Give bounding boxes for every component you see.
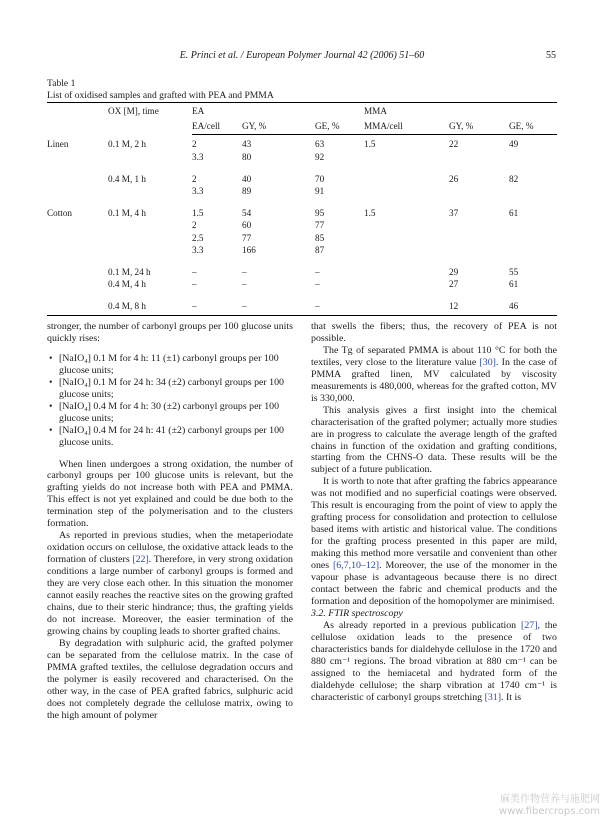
table-cell-ea-cell: 2 [192, 220, 197, 231]
table-cell-ea-gy: 54 [242, 208, 252, 219]
table-cell-ea-ge: 85 [315, 232, 325, 243]
table-cell-ea-gy: – [242, 279, 247, 290]
table-cell-ea-gy: 166 [242, 244, 256, 255]
table-row [47, 232, 557, 244]
table-cell-mma-cell [364, 244, 449, 256]
table-cell-ea-gy: 60 [242, 220, 252, 231]
paragraph: As already reported in a previous publication [27], the cellulose oxidation leads to the presence of two characteristics bands for dialdehyde cellulose in the 1720 and 880 cm⁻¹ regions. The broad vibration at 880 cm⁻¹ can be assigned to the hemiacetal and hydrated form of the dialdehyde cellulose; the sharp vibration at 1740 cm⁻¹ is characteristic of carbonyl groups stretching [31]. It is [311, 619, 557, 703]
table-cell-mma-cell: 1.5 [364, 139, 376, 150]
table-cell-mma-cell [364, 185, 449, 197]
table-cell-ea-cell: 2 [192, 173, 197, 184]
table-cell-mma-ge: 49 [509, 139, 519, 150]
table-cell-ea-ge: 91 [315, 186, 325, 197]
paragraph: When linen undergoes a strong oxidation, the number of carbonyl groups per 100 glucose units is relevant, but the grafting yields do not increase both with PEA and PMMA. This effect is not yet explained and could be due both to the termination step of the polymerisation and to the clusters formation. [47, 458, 293, 530]
paragraph: that swells the fibers; thus, the recovery of PEA is not possible. [311, 321, 557, 344]
table-cell-ox [108, 244, 192, 256]
table-cell-ea-ge: 92 [315, 151, 325, 162]
oxidised-samples-table [47, 102, 557, 316]
table-row [47, 219, 557, 231]
table-cell-mma-cell [364, 151, 449, 163]
paragraph: The Tg of separated PMMA is about 110 °C for both the textiles, very close to the literature value [30]. In the case of PMMA grafted linen, MV calculated by viscosity measurements is 480,000, whereas for the grafted cotton, MV is 330,000. [311, 344, 557, 404]
watermark-line: 麻类作物营养与施肥网 [500, 794, 600, 805]
table-cell-ea-gy: 40 [242, 173, 252, 184]
bullet-item: • [NaIO₄] 0.1 M for 24 h: 34 (±2) carbonyl groups per 100 glucose units; [47, 377, 293, 401]
table-cell-ea-cell: 2.5 [192, 232, 204, 243]
bullet-item: • [NaIO₄] 0.4 M for 4 h: 30 (±2) carbonyl groups per 100 glucose units; [47, 401, 293, 425]
sub-header-mma-gy: GY, % [449, 117, 509, 135]
table-cell-mma-ge: 46 [509, 300, 557, 315]
table-cell-ox [108, 219, 192, 231]
table-row [47, 135, 557, 151]
table-cell-ox: 0.1 M, 4 h [108, 208, 147, 219]
table-cell-mma-ge [509, 185, 557, 197]
page-number: 55 [546, 50, 556, 61]
table-cell-ea-ge: – [315, 279, 320, 290]
table-cell-ox [108, 151, 192, 163]
table-cell-mma-gy [449, 244, 509, 256]
table-cell-material [47, 232, 108, 244]
table-row [47, 300, 557, 315]
table-cell-mma-gy: 22 [449, 139, 459, 150]
bullet-item: • [NaIO₄] 0.4 M for 24 h: 41 (±2) carbonyl groups per 100 glucose units. [47, 425, 293, 449]
table-cell-ea-gy: 77 [242, 232, 252, 243]
sub-header-ea-gy: GY, % [242, 117, 315, 135]
table-row [47, 185, 557, 197]
table-cell-ea-cell: 1.5 [192, 208, 204, 219]
table-cell-ea-cell: 3.3 [192, 186, 204, 197]
table-cell-mma-ge: 82 [509, 173, 519, 184]
table-cell-mma-cell [364, 266, 449, 278]
sub-header-mma-cell: MMA/cell [364, 117, 449, 135]
table-row [47, 173, 557, 185]
table-cell-ea-cell: 3.3 [192, 244, 204, 255]
table-cell-ea-cell: – [192, 279, 197, 290]
site-watermark [499, 794, 600, 818]
right-text-column [311, 321, 557, 704]
table-caption-text: List of oxidised samples and grafted with PEA and PMMA [47, 89, 274, 101]
table-spacer-row [47, 256, 557, 266]
table-cell-ox: 0.4 M, 4 h [108, 279, 147, 290]
table-cell-mma-gy: 27 [449, 279, 459, 290]
citation-link[interactable]: [30] [479, 356, 496, 368]
table-cell-mma-cell [364, 173, 449, 185]
table-cell-material: Cotton [47, 208, 73, 219]
table-cell-material [47, 278, 108, 290]
citation-link[interactable]: [22] [132, 554, 149, 566]
sub-header-mma-ge: GE, % [509, 117, 557, 135]
section-heading: 3.2. FTIR spectroscopy [311, 607, 403, 619]
table-cell-mma-cell [364, 219, 449, 231]
table-cell-material [47, 151, 108, 163]
table-row [47, 278, 557, 290]
table-row [47, 266, 557, 278]
table-cell-ea-gy: 89 [242, 186, 252, 197]
table-cell-mma-cell [364, 232, 449, 244]
citation-link[interactable]: [6,7,10–12] [333, 560, 380, 572]
table-cell-mma-cell [364, 278, 449, 290]
citation-link[interactable]: [31] [484, 691, 502, 703]
table-spacer-row [47, 163, 557, 173]
table-cell-ea-gy: 43 [242, 139, 252, 150]
mma-header: MMA [364, 103, 557, 118]
table-cell-material [47, 185, 108, 197]
table-spacer-row [47, 197, 557, 207]
table-cell-ea-ge: 95 [315, 208, 325, 219]
table-cell-ea-ge: 77 [315, 220, 325, 231]
bullet-item: • [NaIO₄] 0.1 M for 4 h: 11 (±1) carbonyl groups per 100 glucose units; [47, 353, 293, 377]
table-cell-ea-ge: 87 [315, 244, 325, 255]
table-cell-material: Linen [47, 138, 69, 149]
table-cell-mma-gy: 26 [449, 173, 459, 184]
table-cell-mma-gy [449, 219, 509, 231]
sub-header-ea-ge: GE, % [315, 117, 364, 135]
table-row [47, 207, 557, 219]
table-cell-mma-gy [449, 232, 509, 244]
table-row [47, 151, 557, 163]
table-cell-ea-ge: 63 [315, 139, 325, 150]
table-cell-ox: 0.1 M, 2 h [108, 138, 147, 149]
table-cell-ea-ge: 70 [315, 173, 325, 184]
table-cell-ea-cell: 3.3 [192, 151, 204, 162]
table-cell-mma-ge: 55 [509, 267, 519, 278]
table-cell-material [47, 244, 108, 256]
table-cell-mma-gy [449, 185, 509, 197]
table-cell-mma-gy [449, 151, 509, 163]
table-cell-mma-ge [509, 232, 557, 244]
table-cell-mma-ge [509, 219, 557, 231]
paragraph: As reported in previous studies, when the metaperiodate oxidation occurs on cellulose, the oxidative attack leads to the formation of clusters [22]. Therefore, in very strong oxidation conditions a large number of carbonyl groups is formed and they are very close each other. In this situation the monomer cannot easily reaches the reactive sites on the growing grafted chains, due to their steric hindrance; thus, the grafting yields do not increase. Moreover, the easier termination of the growing chains by coupling leads to shorter grafted chains. [47, 530, 293, 637]
table-cell-material [47, 219, 108, 231]
bullet-list [47, 353, 293, 449]
table-body [47, 135, 557, 315]
ox-header: OX [M], time [108, 103, 192, 118]
table-caption [47, 78, 557, 101]
table-group-header-row [47, 103, 557, 118]
table-cell-ox [108, 232, 192, 244]
table-label: Table 1 [47, 78, 76, 89]
table-cell-mma-ge [509, 151, 557, 163]
table-cell-ea-cell: – [192, 267, 197, 278]
table-cell-ea-cell: – [192, 300, 242, 315]
table-cell-ea-ge: – [315, 267, 320, 278]
table-spacer-row [47, 290, 557, 300]
table-cell-ox: 0.1 M, 24 h [108, 267, 151, 278]
running-header [47, 50, 557, 61]
table-cell-mma-ge: 61 [509, 279, 519, 290]
table-cell-mma-ge [509, 244, 557, 256]
watermark-line: www.fibercrops.com [498, 806, 600, 817]
table-cell-mma-gy: 37 [449, 208, 459, 219]
table-cell-ea-gy: – [242, 267, 247, 278]
table-cell-ea-cell: 2 [192, 139, 197, 150]
table-cell-ox: 0.4 M, 8 h [108, 300, 192, 315]
table-sub-header-row [47, 117, 557, 135]
sub-header-ea-cell: EA/cell [192, 117, 242, 135]
table-cell-mma-gy: 29 [449, 267, 459, 278]
running-title: E. Princi et al. / European Polymer Journal 42 (2006) 51–60 [179, 50, 425, 61]
table-cell-mma-gy: 12 [449, 300, 509, 315]
citation-link[interactable]: [27] [521, 619, 538, 631]
table-cell-mma-cell: 1.5 [364, 208, 376, 219]
table-cell-ea-gy: 80 [242, 151, 252, 162]
table-cell-ox: 0.4 M, 1 h [108, 173, 147, 184]
table-cell-material [47, 266, 108, 278]
paragraph: By degradation with sulphuric acid, the grafted polymer can be separated from the cellulose matrix. In the case of PMMA grafted textiles, the cellulose degradation occurs and the polymer is easily recovered and characterised. On the other way, in the case of PEA grafted fabrics, sulphuric acid does not completely degrade the cellulose matrix, owing to the high amount of polymer [47, 637, 293, 721]
table-cell-ea-ge: – [315, 300, 364, 315]
paragraph: It is worth to note that after grafting the fabrics appearance was not modified and no superficial coatings were observed. This result is encouraging from the point of view to apply the grafting process for consolidation and protection to cellulose based items with artistic and historical value. The conditions for the grafting process presented in this paper are mild, making this method more versatile and convenient than other ones [6,7,10–12]. Moreover, the use of the monomer in the vapour phase is advantageous because there is no direct contact between the fabric and chemical products and the formation and deposition of the homopolymer are minimised. [311, 476, 557, 607]
paragraph: stronger, the number of carbonyl groups per 100 glucose units quickly rises: [47, 321, 293, 344]
table-cell-material [47, 173, 108, 185]
table-cell-ox [108, 185, 192, 197]
table-cell-mma-cell [364, 300, 449, 315]
ea-header: EA [192, 103, 364, 118]
left-text-column [47, 321, 293, 722]
table-cell-material [47, 300, 108, 315]
table-cell-ea-gy: – [242, 300, 315, 315]
paragraph: This analysis gives a first insight into the chemical characterisation of the grafted polymer; actually more studies are in progress to calculate the average length of the grafted chains in function of the oxidation and grafting conditions, starting from the CHNS-O data. These results will be the subject of a future publication. [311, 404, 557, 476]
table-row [47, 244, 557, 256]
table-cell-mma-ge: 61 [509, 208, 519, 219]
